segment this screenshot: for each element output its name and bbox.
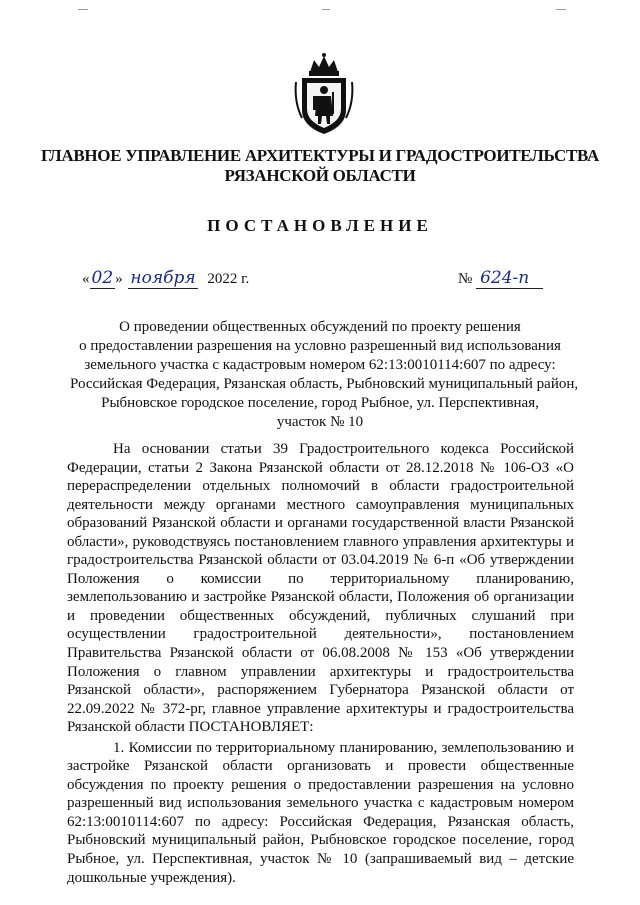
- date-day-handwritten: 02: [91, 268, 114, 288]
- date-month-handwritten: ноября: [130, 268, 196, 288]
- date-quote-close: »: [115, 271, 123, 287]
- date-quote-open: «: [82, 271, 90, 287]
- subject-line: Рыбновское городское поселение, город Рыбное, ул. Перспективная,: [101, 395, 539, 411]
- document-body: [67, 440, 574, 887]
- scan-edge-mark: [78, 9, 88, 10]
- date-year: 2022 г.: [207, 271, 250, 287]
- clause-1-paragraph: 1. Комиссии по территориальному планированию, землепользованию и застройке Рязанской области организовать и провести общественные обсуждения по проекту решения о предоставлении разрешения на условно разрешенный вид использования земельного участка с кадастровым номером 62:13:0010114:607 по адресу: Российская Федерация, Рязанская область, Рыбновский муниципальный район, Рыбновское городское поселение, город Рыбное, ул. Перспективная, участок № 10 (запрашиваемый вид – детские дошкольные учреждения).: [67, 739, 574, 886]
- org-title-line1: ГЛАВНОЕ УПРАВЛЕНИЕ АРХИТЕКТУРЫ И ГРАДОСТРОИТЕЛЬСТВА: [41, 146, 599, 165]
- document-subject: [70, 318, 579, 432]
- subject-line: о предоставлении разрешения на условно разрешенный вид использования: [79, 338, 561, 354]
- subject-line: Российская Федерация, Рязанская область, Рыбновский муниципальный район,: [70, 376, 579, 392]
- date-field: [82, 268, 249, 294]
- document-number-handwritten: 624-п: [476, 268, 543, 289]
- document-type-heading: ПОСТАНОВЛЕНИЕ: [207, 216, 433, 235]
- document-number-field: [458, 268, 543, 294]
- subject-line: участок № 10: [276, 414, 364, 430]
- number-label: №: [458, 271, 473, 287]
- preamble-paragraph: На основании статьи 39 Градостроительного кодекса Российской Федерации, статьи 2 Закона Рязанской области от 28.12.2018 № 106-ОЗ «О перераспределении отдельных полномочий в области градостроительной деятельности между органами местного самоуправления муниципальных образований Рязанской области и органами государственной власти Рязанской области», руководствуясь постановлением главного управления архитектуры и градостроительства Рязанской области от 03.04.2019 № 6-п «Об утверждении Положения о комиссии по территориальному планированию, землепользованию и застройке Рязанской области, Положения об организации и проведении общественных обсуждений, публичных слушаний при осуществлении градостроительной деятельности», постановлением Правительства Рязанской области от 06.08.2008 № 153 «Об утверждении Положения о главном управлении архитектуры и градостроительства Рязанской области», распоряжением Губернатора Рязанской области от 22.09.2022 № 372-рг, главное управление архитектуры и градостроительства Рязанской области ПОСТАНОВЛЯЕТ:: [67, 441, 574, 736]
- scan-edge-mark: [556, 9, 566, 10]
- ryazan-coat-of-arms-icon: [292, 52, 356, 136]
- scan-edge-mark: [322, 9, 330, 10]
- org-title-line2: РЯЗАНСКОЙ ОБЛАСТИ: [224, 166, 416, 185]
- subject-line: земельного участка с кадастровым номером 62:13:0010114:607 по адресу:: [84, 357, 556, 373]
- subject-line: О проведении общественных обсуждений по проекту решения: [119, 319, 521, 335]
